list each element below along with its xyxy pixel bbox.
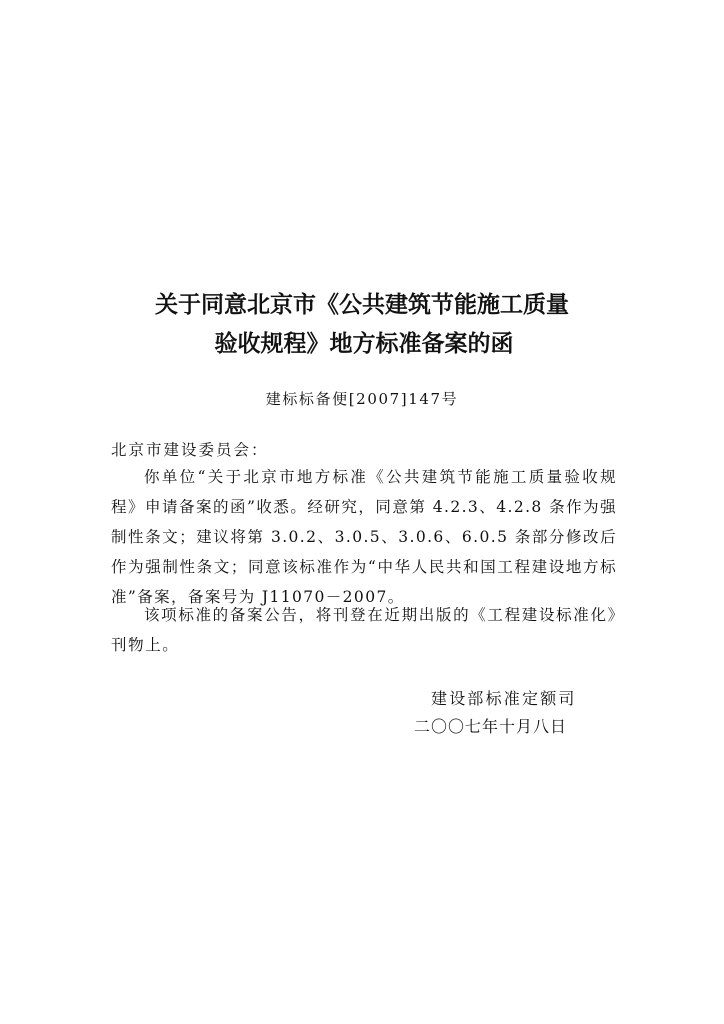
salutation: 北京市建设委员会： bbox=[111, 441, 269, 459]
document-title-line-1: 关于同意北京市《公共建筑节能施工质量 bbox=[155, 292, 569, 318]
document-number: 建标标备便[2007]147号 bbox=[265, 390, 459, 408]
signature-date: 二〇〇七年十月八日 bbox=[414, 717, 568, 736]
signature-organization: 建设部标准定额司 bbox=[431, 689, 577, 708]
document-title-line-2: 验收规程》地方标准备案的函 bbox=[214, 331, 514, 357]
body-paragraph-1: 你单位“关于北京市地方标准《公共建筑节能施工质量验收规程》申请备案的函”收悉。经研究，同意第 4.2.3、4.2.8 条作为强制性条文；建议将第 3.0.2、3.0.5、3.0.6、6.0.5 条部分修改后作为强制性条文；同意该标准作为“中华人民共和国工程建设地方标准”备案，备案号为 J11070－2007。 bbox=[111, 468, 617, 606]
body-paragraph-2: 该项标准的备案公告，将刊登在近期出版的《工程建设标准化》刊物上。 bbox=[111, 606, 617, 654]
